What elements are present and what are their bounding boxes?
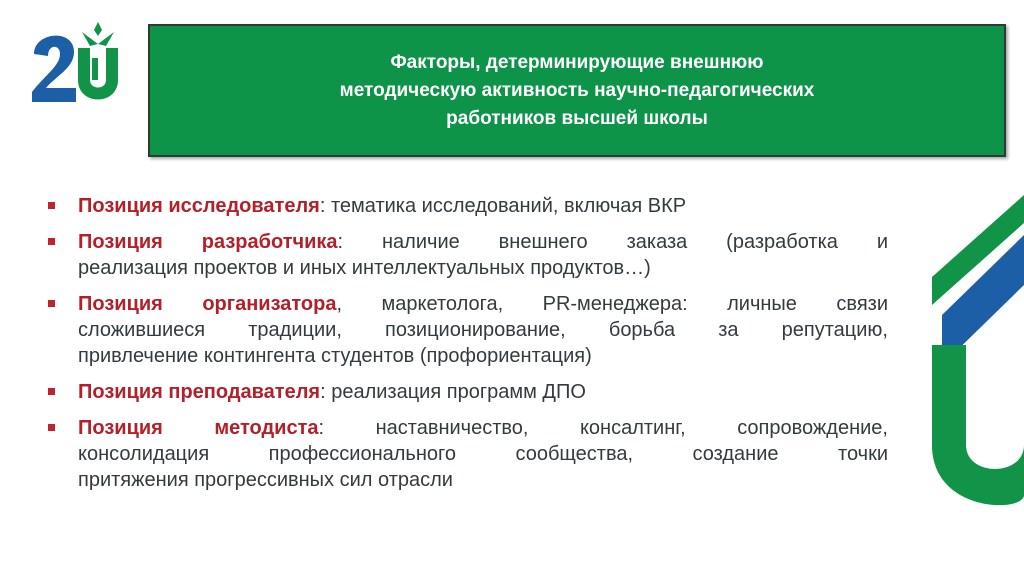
- factors-list: [48, 193, 888, 503]
- item-term: Позиция преподавателя: [78, 381, 321, 403]
- list-item: [48, 415, 888, 493]
- item-line: реализация проектов и иных интеллектуальных продуктов…): [78, 257, 651, 279]
- 2u-logo-icon: [28, 18, 122, 108]
- item-line: притяжения прогрессивных сил отрасли: [78, 469, 453, 491]
- item-text: : наличие внешнего заказа (разработка и: [337, 231, 888, 253]
- list-item: [48, 379, 888, 405]
- item-line: [78, 291, 888, 317]
- bullet-icon: [48, 202, 55, 209]
- item-text: , маркетолога, PR-менеджера: личные связи: [336, 293, 888, 315]
- item-line: консолидация профессионального сообщества, создание точки: [78, 443, 888, 465]
- item-line: [78, 193, 888, 219]
- bullet-icon: [48, 388, 55, 395]
- item-line: [78, 229, 888, 255]
- slide-title-line: работников высшей школы: [446, 107, 708, 129]
- item-term: Позиция исследователя: [78, 195, 320, 217]
- list-item: [48, 291, 888, 369]
- item-line: сложившиеся традиции, позиционирование, борьба за репутацию,: [78, 319, 888, 341]
- item-term: Позиция методиста: [78, 417, 319, 439]
- bullet-icon: [48, 238, 55, 245]
- item-term: Позиция организатора: [78, 293, 337, 315]
- slide-title-line: методическую активность научно-педагогических: [339, 79, 815, 101]
- item-text: : тематика исследований, включая ВКР: [319, 195, 687, 217]
- item-line: [78, 415, 888, 441]
- list-item: [48, 229, 888, 281]
- item-text: : наставничество, консалтинг, сопровождение,: [318, 417, 888, 439]
- bullet-icon: [48, 300, 55, 307]
- item-line: [78, 379, 888, 405]
- slide-title-line: Факторы, детерминирующие внешнюю: [390, 51, 764, 73]
- bullet-icon: [48, 424, 55, 431]
- slide-title-box: [148, 24, 1006, 157]
- item-text: : реализация программ ДПО: [320, 381, 586, 403]
- list-item: [48, 193, 888, 219]
- item-term: Позиция разработчика: [78, 231, 338, 253]
- item-line: привлечение контингента студентов (профориентация): [78, 345, 592, 367]
- decorative-logo-graphic: [924, 195, 1024, 515]
